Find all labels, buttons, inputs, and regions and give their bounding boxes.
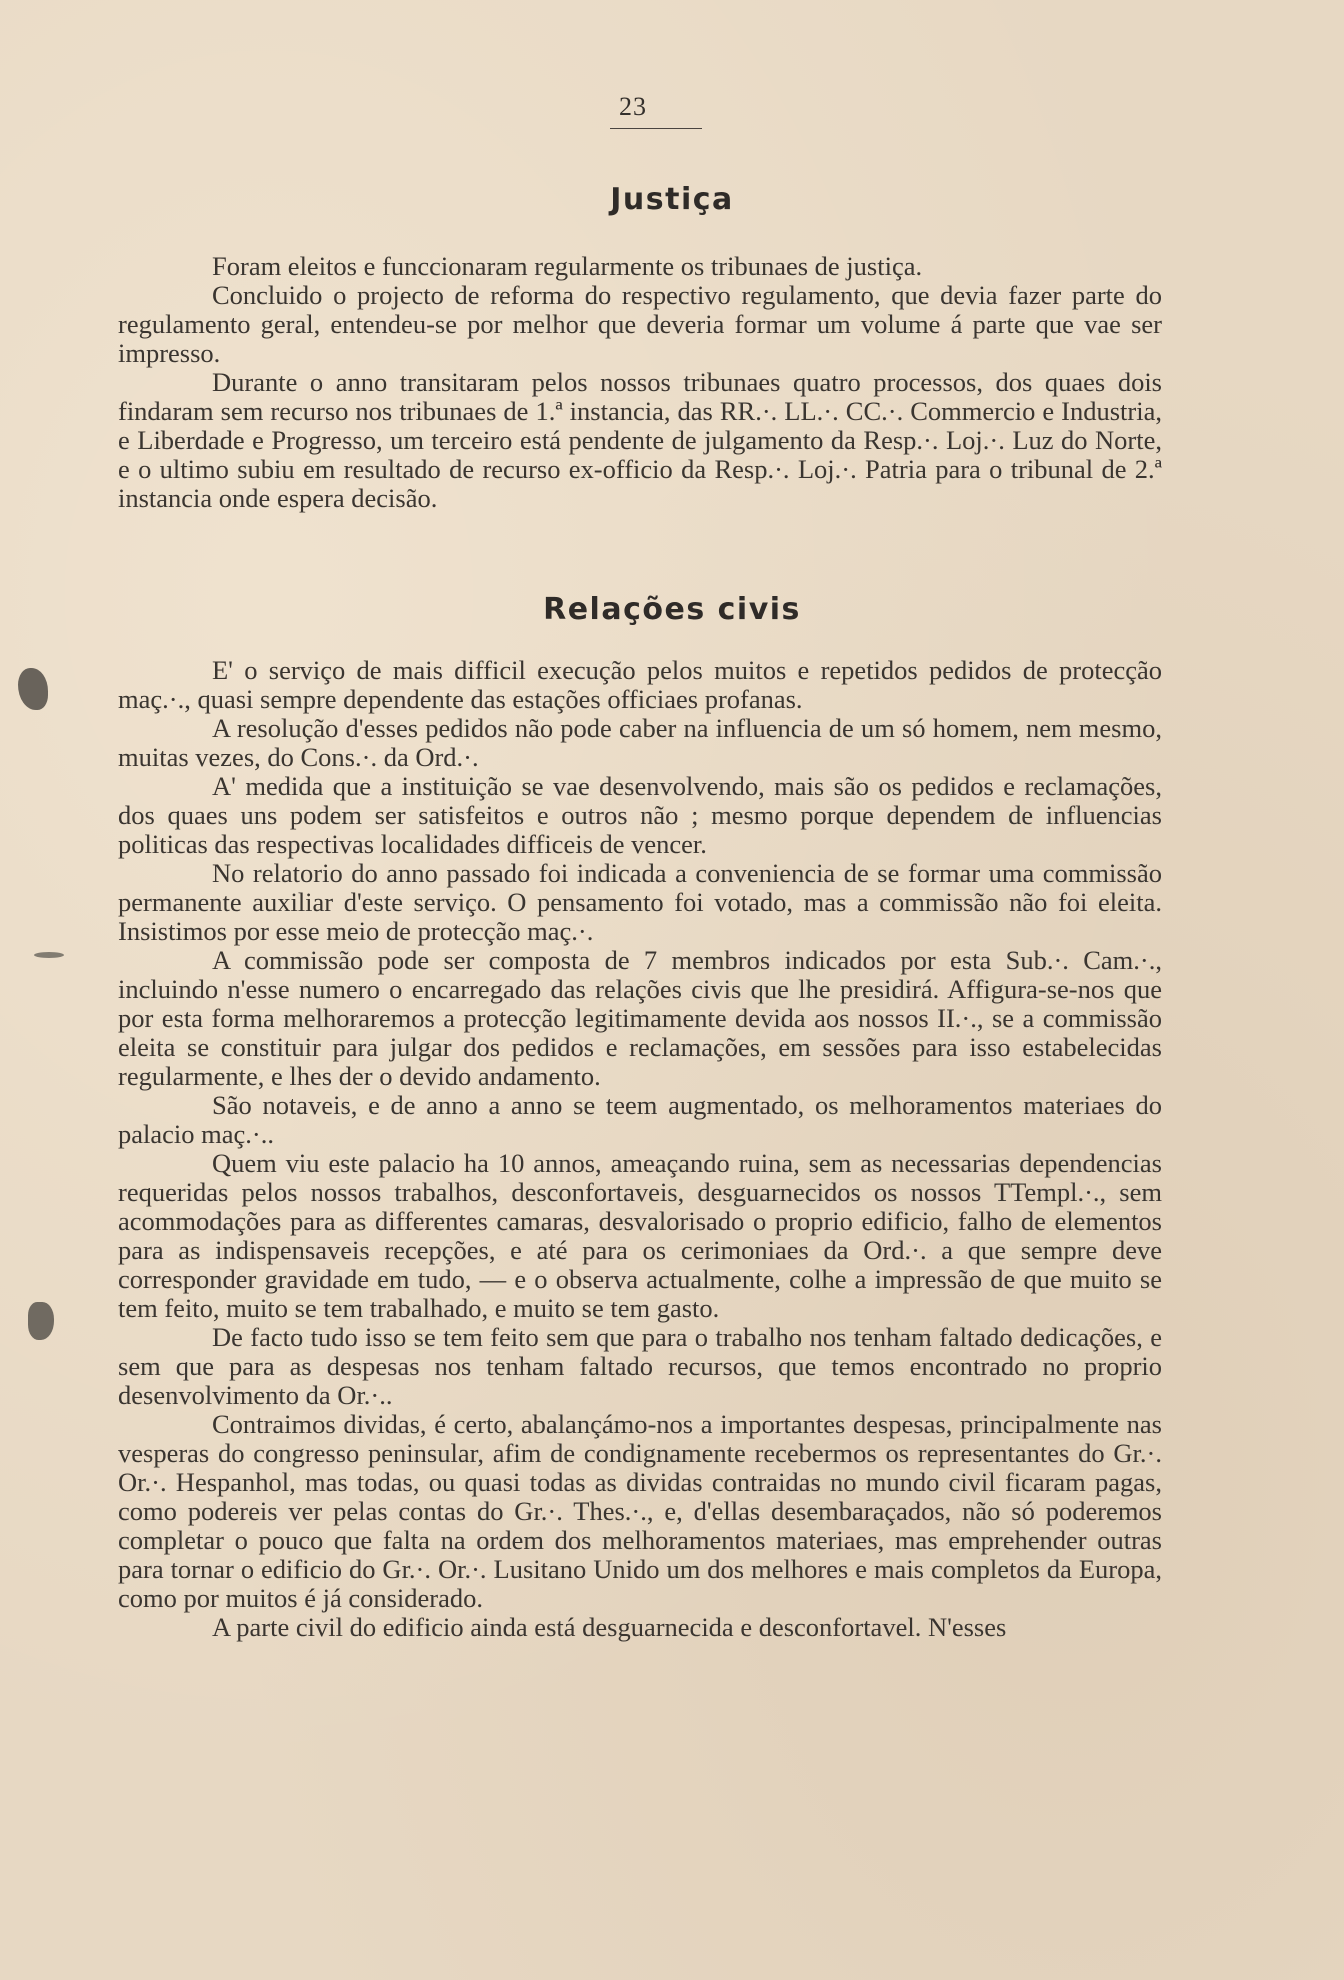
section-body-justica	[118, 252, 1162, 513]
paragraph: A' medida que a instituição se vae desenvolvendo, mais são os pedidos e reclamações, dos quaes uns podem ser satisfeitos e outros não ; mesmo porque dependem de influencias politicas das respectivas localidades difficeis de vencer.	[118, 771, 1162, 859]
paragraph: Contraimos dividas, é certo, abalançámo-nos a importantes despesas, principalmente nas vesperas do congresso peninsular, afim de condignamente recebermos os representantes do Gr.·. Or.·. Hespanhol, mas todas, ou quasi todas as dividas contraidas no mundo civil ficaram pagas, como podereis ver pelas contas do Gr.·. Thes.·., e, d'ellas desembaraçados, não só poderemos completar o pouco que falta na ordem dos melhoramentos materiaes, mas emprehender outras para tornar o edificio do Gr.·. Or.·. Lusitano Unido um dos melhores e mais completos da Europa, como por muitos é já considerado.	[118, 1409, 1162, 1613]
paragraph: São notaveis, e de anno a anno se teem augmentado, os melhoramentos materiaes do palacio maç.·..	[118, 1090, 1162, 1149]
section-heading-justica: Justiça	[610, 182, 734, 217]
section-body-relacoes-civis	[118, 656, 1162, 1642]
paragraph: A resolução d'esses pedidos não pode caber na influencia de um só homem, nem mesmo, muitas vezes, do Cons.·. da Ord.·.	[118, 713, 1162, 772]
paragraph: Foram eleitos e funccionaram regularmente os tribunaes de justiça.	[212, 251, 923, 281]
paragraph: No relatorio do anno passado foi indicada a conveniencia de se formar uma commissão permanente auxiliar d'este serviço. O pensamento foi votado, mas a commissão não foi eleita. Insistimos por esse meio de protecção maç.·.	[118, 858, 1162, 946]
paragraph: E' o serviço de mais difficil execução pelos muitos e repetidos pedidos de protecção maç.·., quasi sempre dependente das estações officiaes profanas.	[118, 655, 1162, 714]
margin-stain	[18, 668, 48, 710]
section-heading-relacoes-civis: Relações civis	[543, 592, 801, 627]
paragraph: Concluido o projecto de reforma do respectivo regulamento, que devia fazer parte do regulamento geral, entendeu-se por melhor que deveria formar um volume á parte que vae ser impresso.	[118, 280, 1162, 368]
paragraph: Quem viu este palacio ha 10 annos, ameaçando ruina, sem as necessarias dependencias requeridas pelos nossos trabalhos, desconfortaveis, desguarnecidos os nossos TTempl.·., sem acommodações para as differentes camaras, desvalorisado o proprio edificio, falho de elementos para as indispensaveis recepções, e até para os cerimoniaes da Ord.·. a que sempre deve corresponder gravidade em tudo, — e o observa actualmente, colhe a impressão de que muito se tem feito, muito se tem trabalhado, e muito se tem gasto.	[118, 1148, 1162, 1323]
paragraph: A commissão pode ser composta de 7 membros indicados por esta Sub.·. Cam.·., incluindo n'esse numero o encarregado das relações civis que lhe presidirá. Affigura-se-nos que por esta forma melhoraremos a protecção legitimamente devida aos nossos II.·., se a commissão eleita se constituir para julgar dos pedidos e reclamações, em sessões para isso estabelecidas regularmente, e lhes der o devido andamento.	[118, 945, 1162, 1091]
margin-stain	[34, 952, 64, 958]
margin-stain	[28, 1302, 54, 1340]
page-number-rule	[610, 128, 702, 129]
paragraph: A parte civil do edificio ainda está desguarnecida e desconfortavel. N'esses	[212, 1612, 1007, 1642]
paragraph: Durante o anno transitaram pelos nossos tribunaes quatro processos, dos quaes dois findaram sem recurso nos tribunaes de 1.ª instancia, das RR.·. LL.·. CC.·. Commercio e Industria, e Liberdade e Progresso, um terceiro está pendente de julgamento da Resp.·. Loj.·. Luz do Norte, e o ultimo subiu em resultado de recurso ex-officio da Resp.·. Loj.·. Patria para o tribunal de 2.ª instancia onde espera decisão.	[118, 367, 1162, 513]
page-number: 23	[619, 92, 647, 121]
paragraph: De facto tudo isso se tem feito sem que para o trabalho nos tenham faltado dedicações, e sem que para as despesas nos tenham faltado recursos, que temos encontrado no proprio desenvolvimento da Or.·..	[118, 1322, 1162, 1410]
